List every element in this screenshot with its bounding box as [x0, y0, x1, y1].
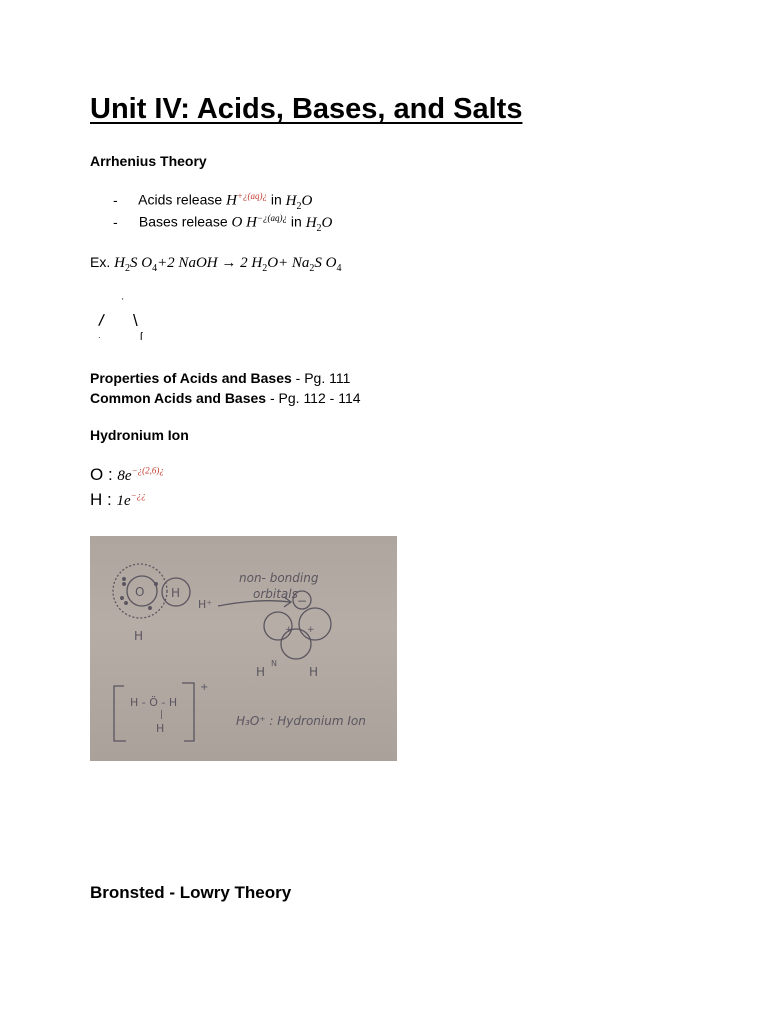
plus-left: +	[285, 625, 293, 635]
hydrogen-electrons: H : 1e−¿¿	[90, 490, 146, 509]
ion-charge: −¿(aq)¿	[256, 213, 287, 223]
bracket-structure-mid: |	[160, 710, 164, 720]
bracket-structure-top: H - Ö - H	[130, 696, 178, 709]
arrhenius-heading: Arrhenius Theory	[90, 153, 207, 169]
sketch-mark: ſ	[140, 331, 143, 343]
reference-common: Common Acids and Bases - Pg. 112 - 114	[90, 390, 361, 406]
bronsted-heading: Bronsted - Lowry Theory	[90, 883, 292, 902]
solvent-formula: $H_2O$	[285, 192, 313, 212]
hydronium-diagram-photo	[90, 536, 397, 761]
bullet-dash: -	[113, 191, 118, 208]
equation: $H_2S$ $O_4+2$ NaOH → 2 $H_2O+ Na_2S$ $O_4$	[114, 255, 342, 274]
h-left-label: H	[256, 665, 266, 679]
ion-charge: +¿(aq)¿	[236, 191, 267, 201]
minus-sign: −	[297, 594, 308, 608]
hydronium-heading: Hydronium Ion	[90, 427, 189, 443]
hydronium-sketch	[90, 536, 397, 761]
sketch-mark: /	[97, 310, 106, 331]
example-label: Ex.	[90, 254, 111, 270]
oxygen-electrons: O : $8e^{-¿(2,6)¿}$	[90, 465, 164, 484]
bullet-bases	[113, 213, 332, 234]
ion-symbol: H	[226, 192, 237, 209]
h-right-label: H	[309, 665, 319, 679]
hydronium-caption: H₃O⁺ : Hydronium Ion	[236, 714, 366, 728]
solvent-formula: $H_2O$	[305, 214, 333, 234]
bullet-mid: in	[290, 213, 302, 230]
bullet-dash: -	[113, 213, 118, 230]
bullet-mid: in	[270, 191, 282, 208]
n-mark: N	[271, 659, 277, 668]
sketch-mark: '	[122, 297, 124, 306]
bullet-lead: Bases release	[138, 213, 228, 230]
example-line	[90, 254, 342, 274]
hydrogen-label: H	[171, 586, 181, 600]
reference-properties: Properties of Acids and Bases - Pg. 111	[90, 370, 351, 386]
h-plus-label: H⁺	[198, 598, 213, 611]
annotation-orbitals: orbitals	[253, 587, 298, 601]
bracket-charge: +	[200, 682, 209, 693]
sketch-mark: ·	[98, 333, 101, 342]
bracket-structure-bottom: H	[156, 722, 165, 735]
annotation-nonbonding: non- bonding	[239, 571, 319, 585]
sketch-mark: \	[133, 311, 138, 330]
oxygen-label: O	[135, 585, 145, 599]
plus-right: +	[307, 625, 315, 635]
h-below-label: H	[134, 629, 144, 643]
ion-symbol: O H	[231, 214, 257, 231]
bullet-acids	[113, 191, 312, 212]
page-title: Unit IV: Acids, Bases, and Salts	[90, 93, 523, 125]
bullet-lead: Acids release	[138, 191, 223, 208]
